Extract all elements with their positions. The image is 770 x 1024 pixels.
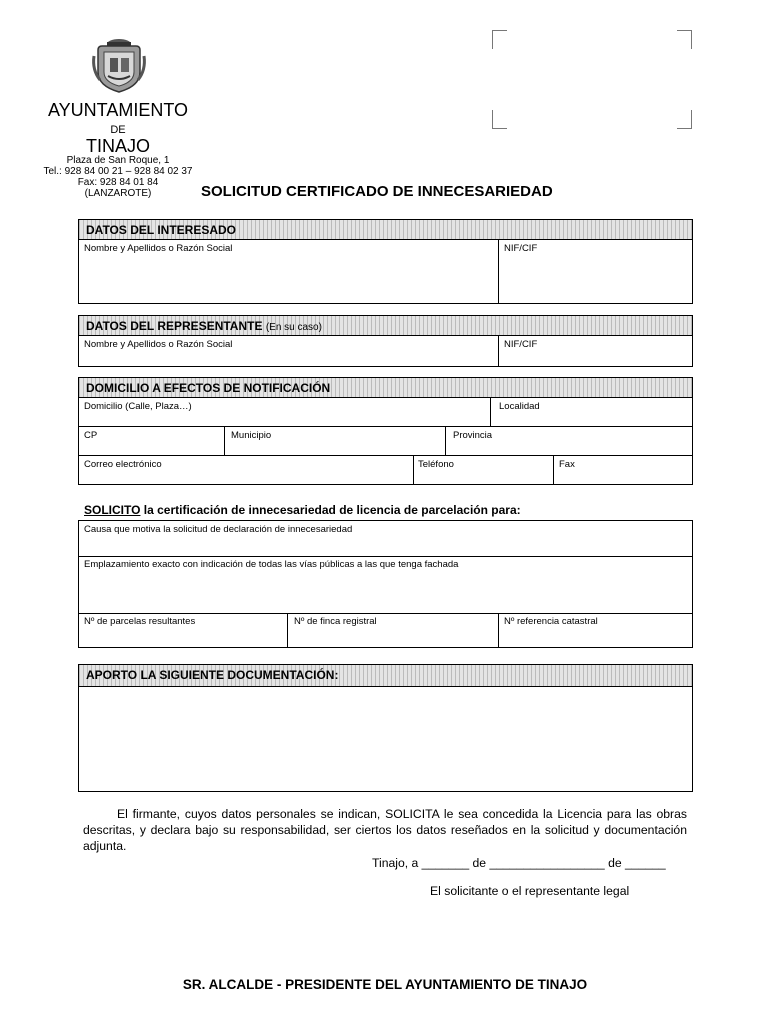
solicito-word: SOLICITO bbox=[84, 503, 141, 517]
divider bbox=[78, 613, 693, 614]
org-fax: Fax: 928 84 01 84 bbox=[77, 177, 159, 188]
coat-of-arms-icon bbox=[90, 36, 148, 94]
cp-field[interactable] bbox=[80, 441, 222, 453]
location-field[interactable] bbox=[80, 571, 691, 611]
finca-label: Nº de finca registral bbox=[294, 616, 377, 627]
locality-label: Localidad bbox=[499, 401, 540, 412]
org-name: AYUNTAMIENTO bbox=[47, 100, 188, 120]
date-line: Tinajo, a _______ de _________________ de ______ bbox=[372, 856, 666, 870]
divider bbox=[498, 613, 499, 648]
section-documentacion-title: APORTO LA SIGUIENTE DOCUMENTACIÓN: bbox=[86, 668, 339, 682]
municipio-field[interactable] bbox=[227, 441, 443, 453]
divider bbox=[490, 397, 491, 426]
representante-name-label: Nombre y Apellidos o Razón Social bbox=[84, 339, 233, 350]
solicito-rest: la certificación de innecesariedad de licencia de parcelación para: bbox=[140, 503, 521, 517]
form-title: SOLICITUD CERTIFICADO DE INNECESARIEDAD bbox=[201, 183, 553, 200]
parcels-field[interactable] bbox=[80, 628, 285, 646]
parcels-label: Nº de parcelas resultantes bbox=[84, 616, 196, 627]
org-address: Plaza de San Roque, 1 bbox=[66, 155, 170, 166]
declaration-text: El firmante, cuyos datos personales se indican, SOLICITA le sea concedida la Licencia para las obras descritas, y declara bajo su responsabilidad, ser ciertos los datos reseñados en la solicitud y documentación adjunta. bbox=[83, 807, 687, 853]
divider bbox=[78, 455, 693, 456]
stamp-corner-top-left bbox=[492, 30, 507, 49]
catastral-field[interactable] bbox=[500, 628, 691, 646]
cause-field[interactable] bbox=[80, 536, 691, 554]
provincia-label: Provincia bbox=[453, 430, 493, 441]
documentacion-field[interactable] bbox=[78, 686, 693, 792]
cp-label: CP bbox=[84, 430, 98, 441]
section-domicilio-title: DOMICILIO A EFECTOS DE NOTIFICACIÓN bbox=[86, 381, 331, 395]
divider bbox=[413, 455, 414, 485]
section-representante-header bbox=[78, 315, 693, 336]
section-interesado-header bbox=[78, 219, 693, 240]
section-representante-title: DATOS DEL REPRESENTANTE bbox=[86, 319, 263, 333]
representante-nif-field[interactable] bbox=[500, 351, 691, 365]
section-domicilio-header bbox=[78, 377, 693, 398]
fax-field[interactable] bbox=[556, 470, 691, 483]
org-phone: Tel.: 928 84 00 21 – 928 84 02 37 bbox=[43, 166, 193, 177]
section-interesado-title: DATOS DEL INTERESADO bbox=[86, 223, 237, 237]
catastral-label: Nº referencia catastral bbox=[504, 616, 598, 627]
municipio-label: Municipio bbox=[231, 430, 272, 441]
interesado-name-label: Nombre y Apellidos o Razón Social bbox=[84, 243, 233, 254]
representante-name-field[interactable] bbox=[80, 351, 496, 365]
interesado-nif-label: NIF/CIF bbox=[504, 243, 538, 254]
provincia-field[interactable] bbox=[448, 441, 691, 453]
signature-label: El solicitante o el representante legal bbox=[430, 884, 630, 898]
section-documentacion-header bbox=[78, 664, 693, 687]
phone-label: Teléfono bbox=[418, 459, 454, 470]
divider bbox=[498, 335, 499, 367]
interesado-name-field[interactable] bbox=[80, 255, 496, 302]
divider bbox=[78, 556, 693, 557]
representante-nif-label: NIF/CIF bbox=[504, 339, 538, 350]
divider bbox=[224, 426, 225, 455]
street-field[interactable] bbox=[80, 412, 488, 424]
footer-addressee: SR. ALCALDE - PRESIDENTE DEL AYUNTAMIENTO DE TINAJO bbox=[182, 977, 588, 992]
stamp-corner-top-right bbox=[677, 30, 692, 49]
locality-field[interactable] bbox=[493, 412, 691, 424]
finca-field[interactable] bbox=[290, 628, 496, 646]
street-label: Domicilio (Calle, Plaza…) bbox=[84, 401, 192, 412]
divider bbox=[445, 426, 446, 455]
cause-label: Causa que motiva la solicitud de declaración de innecesariedad bbox=[84, 524, 353, 535]
email-field[interactable] bbox=[80, 470, 411, 483]
solicito-heading bbox=[84, 503, 521, 517]
org-town: TINAJO bbox=[85, 136, 150, 156]
declaration-paragraph bbox=[83, 806, 687, 854]
fax-label: Fax bbox=[559, 459, 575, 470]
divider bbox=[498, 239, 499, 304]
org-region: (LANZAROTE) bbox=[84, 188, 152, 199]
phone-field[interactable] bbox=[416, 470, 551, 483]
interesado-nif-field[interactable] bbox=[500, 255, 691, 302]
org-de: DE bbox=[110, 124, 126, 136]
divider bbox=[553, 455, 554, 485]
section-representante-note: (En su caso) bbox=[265, 322, 322, 333]
divider bbox=[287, 613, 288, 648]
email-label: Correo electrónico bbox=[84, 459, 162, 470]
stamp-corner-bottom-left bbox=[492, 110, 507, 129]
location-label: Emplazamiento exacto con indicación de todas las vías públicas a las que tenga fachada bbox=[84, 559, 459, 570]
divider bbox=[78, 426, 693, 427]
stamp-corner-bottom-right bbox=[677, 110, 692, 129]
